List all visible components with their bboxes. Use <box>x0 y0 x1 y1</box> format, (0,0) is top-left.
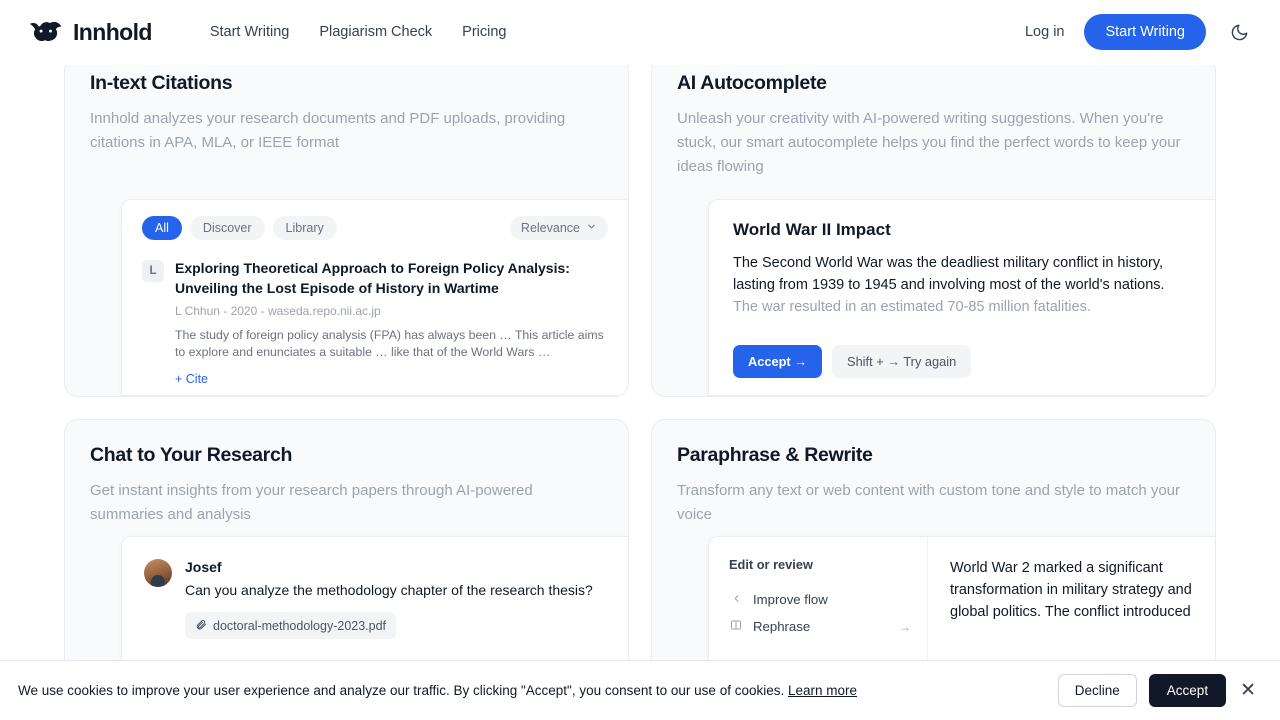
chat-user-message: Can you analyze the methodology chapter of the research thesis? <box>185 582 593 598</box>
card-desc-chat: Get instant insights from your research papers through AI-powered summaries and analysis <box>90 482 533 523</box>
cookie-learn-more-link[interactable]: Learn more <box>787 683 858 698</box>
paraphrase-preview-text: World War 2 marked a significant transformation in military strategy and global politics. The conflict introduced <box>927 537 1215 707</box>
paperclip-icon <box>195 618 207 633</box>
nav-start-writing[interactable]: Start Writing <box>209 24 290 40</box>
start-writing-button[interactable]: Start Writing <box>1084 14 1206 50</box>
result-title[interactable]: Exploring Theoretical Approach to Foreign Policy Analysis: Unveiling the Lost Episode of History in Wartime <box>175 260 570 296</box>
chat-message <box>144 559 606 639</box>
chat-attachment-pill[interactable] <box>185 612 396 639</box>
autocomplete-text <box>733 252 1191 318</box>
avatar <box>144 559 172 587</box>
login-link[interactable]: Log in <box>1024 24 1065 40</box>
card-ai-autocomplete <box>651 57 1216 397</box>
bull-logo-icon <box>28 19 64 45</box>
card-desc-paraphrase: Transform any text or web content with custom tone and style to match your voice <box>677 482 1181 523</box>
cookie-decline-button[interactable]: Decline <box>1058 674 1137 707</box>
menu-item-improve-flow[interactable] <box>729 586 911 613</box>
chip-discover[interactable]: Discover <box>190 216 265 240</box>
add-cite-link[interactable]: + Cite <box>175 372 209 386</box>
card-title-citations: In-text Citations <box>90 72 233 94</box>
chevron-left-icon <box>729 593 743 607</box>
card-title-paraphrase: Paraphrase & Rewrite <box>677 444 873 466</box>
card-in-text-citations <box>64 57 629 397</box>
paraphrase-menu-title: Edit or review <box>729 557 813 572</box>
feature-row-1 <box>64 57 1216 397</box>
header-actions <box>1025 14 1252 50</box>
chevron-down-icon <box>586 221 597 235</box>
cookie-accept-button[interactable]: Accept <box>1149 674 1226 707</box>
result-meta: L Chhun - 2020 - waseda.repo.nii.ac.jp <box>175 304 381 318</box>
site-header <box>0 0 1280 65</box>
sort-label: Relevance <box>520 221 580 235</box>
chip-library[interactable]: Library <box>273 216 337 240</box>
brand-logo[interactable] <box>28 19 152 46</box>
citations-mock-panel <box>121 199 628 396</box>
nav-plagiarism-check[interactable]: Plagiarism Check <box>319 24 433 40</box>
sort-relevance-dropdown[interactable] <box>510 216 608 240</box>
features-page <box>0 57 1280 709</box>
autocomplete-actions <box>733 345 1191 378</box>
cookie-message-text: We use cookies to improve your user experience and analyze our traffic. By clicking "Accept", you consent to our use of cookies. <box>18 683 788 698</box>
citation-filter-chips <box>142 216 608 240</box>
autocomplete-suggested-text: The war resulted in an estimated 70-85 million fatalities. <box>733 299 1091 315</box>
cookie-consent-banner <box>0 660 1280 720</box>
moon-icon[interactable] <box>1226 19 1252 45</box>
cookie-message <box>18 683 857 698</box>
chat-user-name: Josef <box>185 559 222 575</box>
card-desc-citations: Innhold analyzes your research documents and PDF uploads, providing citations in APA, MLA, or IEEE format <box>90 110 566 151</box>
menu-item-rephrase-label: Rephrase <box>753 619 811 634</box>
autocomplete-doc-title: World War II Impact <box>733 220 891 239</box>
close-icon[interactable]: ✕ <box>1240 680 1256 701</box>
columns-icon <box>729 619 743 634</box>
autocomplete-mock-panel <box>708 199 1215 396</box>
card-title-autocomplete: AI Autocomplete <box>677 72 827 94</box>
accept-suggestion-button[interactable]: Accept → <box>733 345 822 378</box>
primary-nav <box>210 24 507 40</box>
arrow-right-icon: → <box>899 619 911 634</box>
result-snippet: The study of foreign policy analysis (FPA) has always been … This article aims to explore and enunciates a suitable … like that of the World Wars … <box>175 328 604 359</box>
menu-item-rephrase[interactable] <box>729 613 911 640</box>
citation-result-row[interactable] <box>142 258 608 388</box>
menu-item-improve-flow-label: Improve flow <box>753 592 828 607</box>
card-desc-autocomplete: Unleash your creativity with AI-powered writing suggestions. When you're stuck, our smart autocomplete helps you find the perfect words to keep your ideas flowing <box>677 110 1181 175</box>
result-source-badge: L <box>142 260 164 282</box>
autocomplete-written-text: The Second World War was the deadliest military conflict in history, lasting from 1939 to 1945 and involving most of the world's nations. <box>733 255 1165 293</box>
chat-attachment-name: doctoral-methodology-2023.pdf <box>213 618 387 633</box>
card-title-chat: Chat to Your Research <box>90 444 293 466</box>
chip-all[interactable]: All <box>142 216 182 240</box>
nav-pricing[interactable]: Pricing <box>462 24 507 40</box>
brand-name: Innhold <box>73 18 152 45</box>
cookie-actions <box>1058 674 1258 707</box>
try-again-button[interactable]: Shift + → Try again <box>832 345 971 378</box>
